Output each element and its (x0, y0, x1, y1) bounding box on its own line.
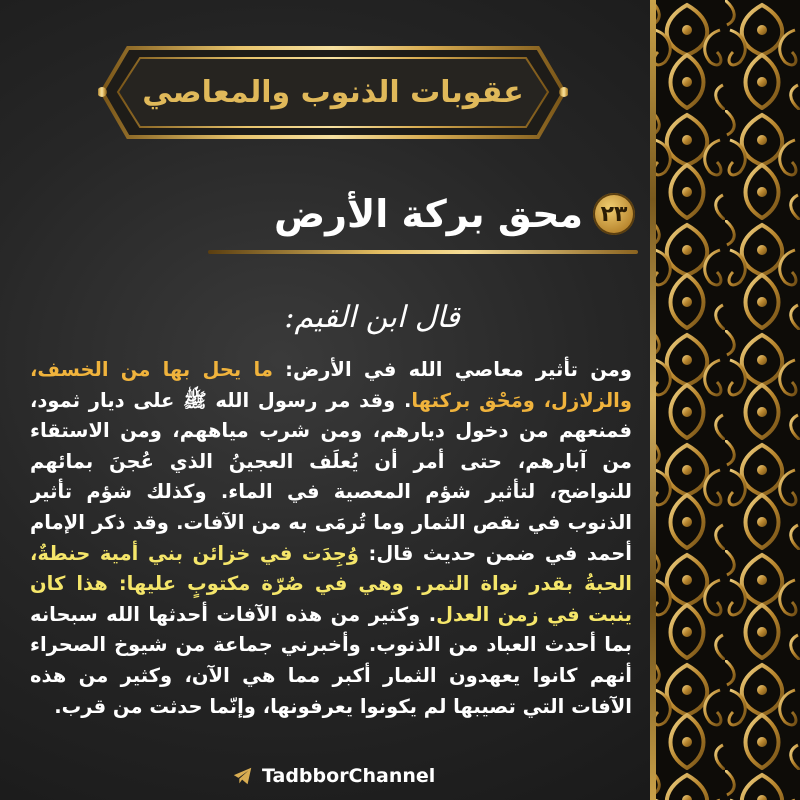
section-heading (205, 188, 635, 240)
title-banner (98, 40, 568, 145)
body-text-plain: . وقد مر رسول الله ﷺ على ديار ثمود، فمنعهم من دخول ديارهم، ومن شرب مياههم، ومن الاستقاء من آبارهم، حتى أمر أن يُعلَف العجينُ الذي عُجنَ بمائهم للنواضح، لتأثير شؤم المعصية في الماء. وكذلك شؤم تأثير الذنوب في نقص الثمار وما تُرمَى به من الآفات. وقد ذكر الإمام أحمد في ضمن حديث قال: (30, 388, 632, 565)
panel-border (650, 0, 656, 800)
heading-underline (208, 250, 638, 254)
ornament-pattern (650, 0, 800, 800)
body-highlight-yellow: وُجِدَت في خزائن بني أمية حنطةٌ، الحبةُ بقدر نواة التمر. وهي في صُرّة مكتوبٍ عليها: هذا كان ينبت في زمن العدل (30, 541, 632, 626)
footer (232, 762, 435, 790)
section-title: محق بركة الأرض (274, 192, 583, 236)
body-text-plain: . وكثير من هذه الآفات أحدثها الله سبحانه بما أحدث العباد من الذنوب. وأخبرني جماعة من شيوخ الصحراء أنهم كانوا يعهدون الثمار أكبر مما هي الآن، وكثير من هذه الآفات التي تصيبها لم يكونوا يعرفونها، وإنّما حدثت من قرب. (30, 602, 632, 718)
body-highlight-orange: ما يحل بها من الخسف، والزلازل، ومَحْق بركتها (30, 358, 632, 412)
body-paragraph (30, 355, 632, 775)
channel-name[interactable]: TadbborChannel (262, 765, 436, 787)
telegram-icon (232, 765, 254, 787)
quote-intro: قال ابن القيم: (284, 300, 460, 335)
page-title: عقوبات الذنوب والمعاصي (142, 75, 524, 110)
body-text-plain: ومن تأثير معاصي الله في الأرض: (272, 358, 632, 381)
section-number-badge: ٢٣ (593, 193, 635, 235)
ornament-panel (650, 0, 800, 800)
